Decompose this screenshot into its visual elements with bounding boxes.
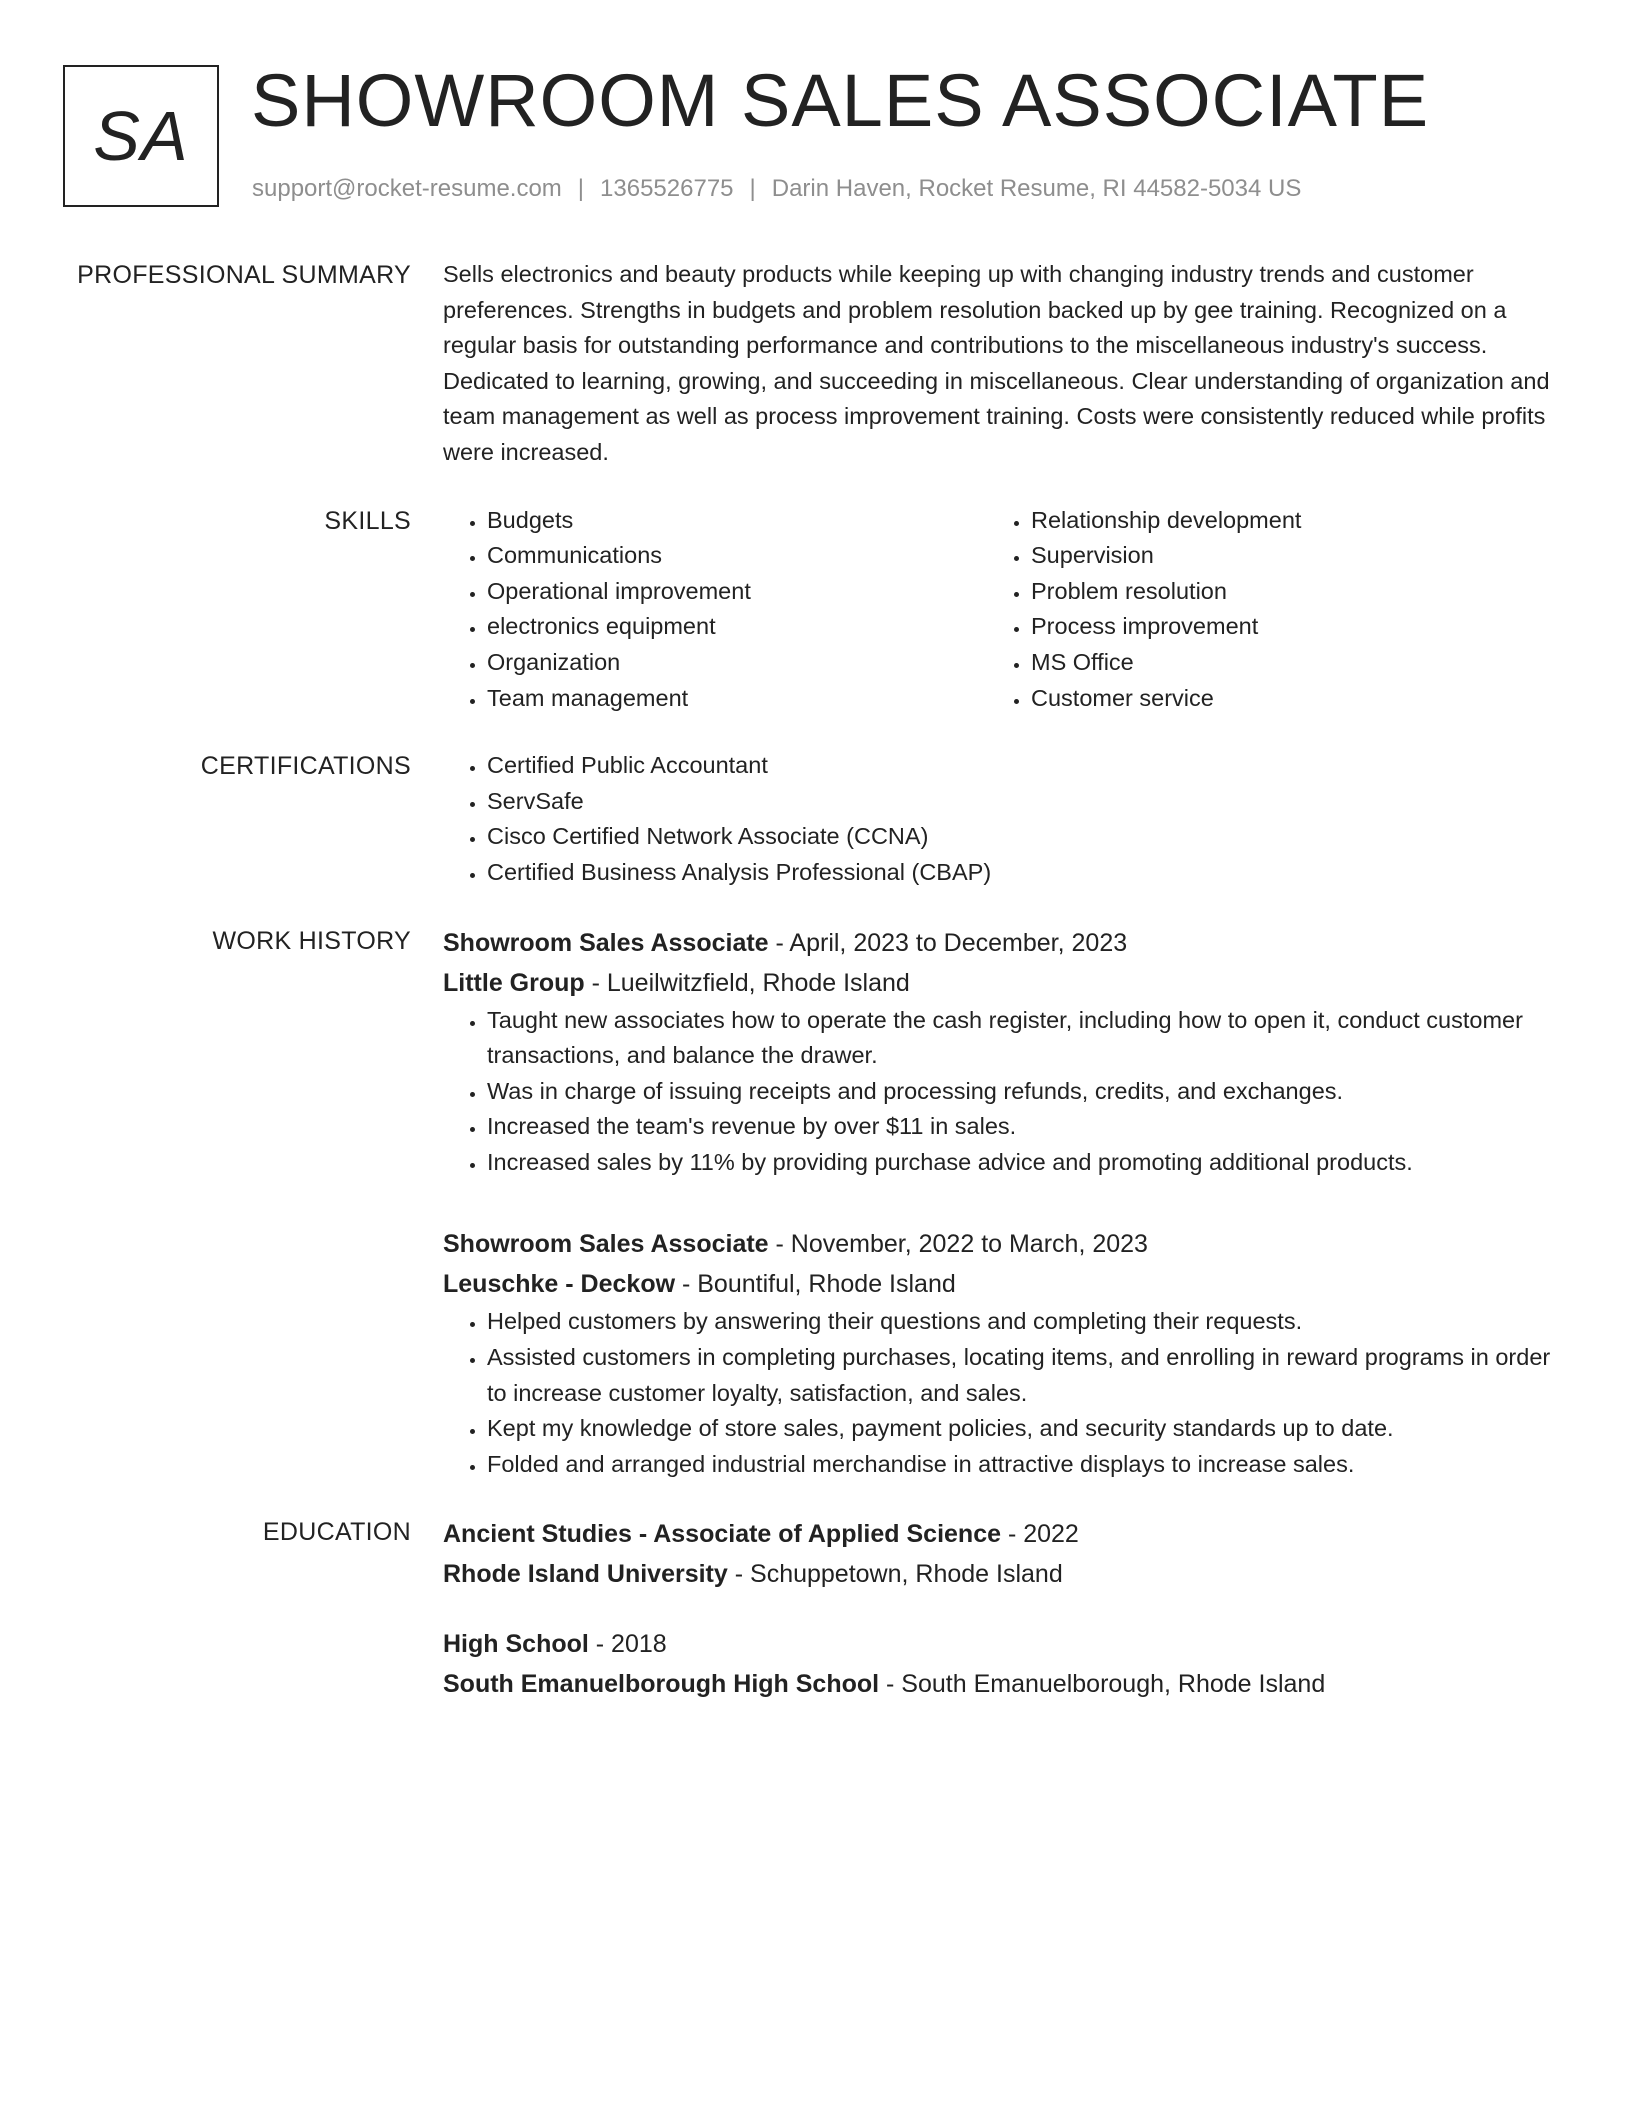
section-label: PROFESSIONAL SUMMARY [77, 261, 411, 289]
job-bullet: • Increased sales by 11% by providing purchase advice and promoting additional products. [487, 1145, 1563, 1181]
monogram-box [63, 65, 219, 207]
contact-line [252, 172, 1301, 206]
job-title: Showroom Sales Associate [443, 1230, 769, 1259]
skill-item: • electronics equipment [487, 609, 987, 645]
education-degree-line [443, 1624, 1563, 1664]
education-degree: Ancient Studies - Associate of Applied Science [443, 1520, 1001, 1549]
job-title: Showroom Sales Associate [443, 928, 769, 957]
skill-item: • Customer service [1031, 681, 1531, 717]
summary-text: Sells electronics and beauty products while keeping up with changing industry trends and customer preferences. Strengths in budgets and problem resolution backed up by gee training. Recognized on a regular basis for outstanding performance and contributions to the miscellaneous industry's success. Dedicated to learning, growing, and succeeding in miscellaneous. Clear understanding of organization and team management as well as process improvement training. Costs were consistently reduced while profits were increased. [443, 261, 1550, 465]
job-bullet: • Was in charge of issuing receipts and processing refunds, credits, and exchanges. [487, 1074, 1563, 1110]
section-professional-summary [0, 257, 1632, 471]
skill-item: • MS Office [1031, 645, 1531, 681]
education-location: - Schuppetown, Rhode Island [727, 1560, 1063, 1589]
skill-item: • Operational improvement [487, 574, 987, 610]
job-bullet: • Assisted customers in completing purchases, locating items, and enrolling in reward programs in order to increase customer loyalty, satisfaction, and sales. [487, 1340, 1563, 1411]
certification-item: • ServSafe [487, 784, 1563, 820]
job-entry [443, 923, 1563, 1181]
education-entry [443, 1514, 1563, 1594]
section-body [443, 503, 1563, 717]
education-degree: High School [443, 1630, 589, 1659]
education-entry [443, 1624, 1563, 1704]
job-bullets [443, 1304, 1563, 1482]
certification-item: • Certified Business Analysis Professional (CBAP) [487, 855, 1563, 891]
job-bullet: • Helped customers by answering their questions and completing their requests. [487, 1304, 1563, 1340]
education-degree-line [443, 1514, 1563, 1554]
job-title-line [443, 1224, 1563, 1264]
education-school-line [443, 1554, 1563, 1594]
skill-item: • Team management [487, 681, 987, 717]
section-certifications [0, 748, 1632, 890]
job-bullet: • Increased the team's revenue by over $11 in sales. [487, 1109, 1563, 1145]
contact-separator: | [749, 175, 756, 202]
job-title-line [443, 923, 1563, 963]
education-location: - South Emanuelborough, Rhode Island [879, 1670, 1326, 1699]
section-label: SKILLS [324, 506, 411, 535]
job-company: Leuschke - Deckow [443, 1270, 676, 1299]
section-body [443, 1514, 1563, 1704]
section-education [0, 1514, 1632, 1704]
job-dates: - November, 2022 to March, 2023 [768, 1230, 1148, 1259]
job-bullet: • Folded and arranged industrial merchandise in attractive displays to increase sales. [487, 1447, 1563, 1483]
education-year: - 2018 [588, 1630, 667, 1659]
job-company: Little Group [443, 968, 585, 997]
job-company-line [443, 963, 1563, 1003]
section-skills [0, 503, 1632, 717]
job-bullet: • Taught new associates how to operate the cash register, including how to open it, conduct customer transactions, and balance the drawer. [487, 1003, 1563, 1074]
skills-grid [443, 503, 1563, 717]
contact-email[interactable]: support@rocket-resume.com [252, 175, 562, 202]
section-label: EDUCATION [262, 1518, 411, 1547]
skill-item: • Communications [487, 538, 987, 574]
certification-item: • Cisco Certified Network Associate (CCNA) [487, 819, 1563, 855]
job-entry [443, 1224, 1563, 1482]
skills-list [443, 503, 987, 717]
skills-list [987, 503, 1531, 717]
skills-column-right [987, 503, 1531, 717]
skill-item: • Budgets [487, 503, 987, 539]
section-body [443, 748, 1563, 890]
education-year: - 2022 [1001, 1520, 1079, 1549]
skills-column-left [443, 503, 987, 717]
job-location: - Bountiful, Rhode Island [675, 1270, 956, 1299]
certifications-list [443, 748, 1563, 890]
job-location: - Lueilwitzfield, Rhode Island [584, 968, 910, 997]
resume-title: SHOWROOM SALES ASSOCIATE [251, 59, 1430, 142]
job-dates: - April, 2023 to December, 2023 [768, 928, 1128, 957]
monogram-initials: SA [93, 97, 189, 175]
job-bullets [443, 1003, 1563, 1181]
contact-separator: | [577, 175, 585, 202]
skill-item: • Supervision [1031, 538, 1531, 574]
job-company-line [443, 1264, 1563, 1304]
section-label: CERTIFICATIONS [200, 752, 411, 781]
section-body [443, 257, 1563, 471]
certification-item: • Certified Public Accountant [487, 748, 1563, 784]
skill-item: • Relationship development [1031, 503, 1531, 539]
section-label: WORK HISTORY [212, 926, 411, 955]
education-school: South Emanuelborough High School [443, 1670, 880, 1699]
section-work-history [0, 923, 1632, 1483]
skill-item: • Problem resolution [1031, 574, 1531, 610]
section-body [443, 923, 1563, 1483]
education-school-line [443, 1664, 1563, 1704]
contact-phone[interactable]: 1365526775 [600, 175, 734, 202]
resume-sections [0, 257, 1632, 1704]
skill-item: • Process improvement [1031, 609, 1531, 645]
education-school: Rhode Island University [443, 1560, 728, 1589]
job-bullet: • Kept my knowledge of store sales, payment policies, and security standards up to date. [487, 1411, 1563, 1447]
skill-item: • Organization [487, 645, 987, 681]
contact-address: Darin Haven, Rocket Resume, RI 44582-5034 US [771, 175, 1302, 202]
